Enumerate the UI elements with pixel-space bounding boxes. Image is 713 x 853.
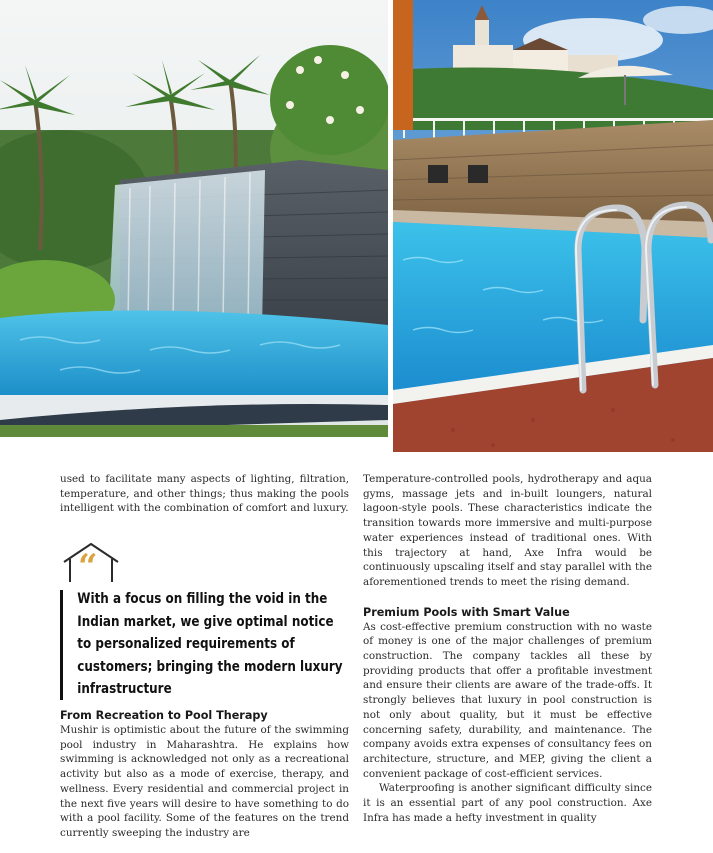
right-intro-paragraph: Temperature-controlled pools, hydrotherapy and aqua gyms, massage jets and in-built loungers, natural lagoon-style pools. These characteristics indicate the transition towards more immersive and multi-purpose water experiences instead of traditional ones. With this trajectory at hand, Axe Infra would be continuously upscaling itself and stay parallel with the aforementioned trends to meet the rising demand. — [363, 473, 652, 588]
quote-mark: “ — [78, 547, 98, 587]
quote-text: With a focus on filling the void in the Indian market, we give optimal notice to personalized requirements of customers; bringing the modern luxury infrastructure — [77, 590, 343, 697]
left-column — [60, 472, 349, 516]
section-heading-premium: Premium Pools with Smart Value — [363, 605, 570, 619]
pull-quote — [60, 540, 350, 700]
waterfall-pool-photo — [0, 0, 388, 437]
left-body-paragraph: Mushir is optimistic about the future of the swimming pool industry in Maharashtra. He explains how swimming is acknowledged not only as a recreational activity but also as a mode of exercise, therapy, and wellness. Every residential and commercial project in the next five years will desire to have something to do with a pool facility. Some of the features on the trend currently sweeping the industry are — [60, 724, 349, 839]
right-waterproofing-paragraph: Waterproofing is another significant difficulty since it is an essential part of any pool construction. Axe Infra has made a hefty investment in quality — [363, 782, 652, 824]
right-body-paragraph: As cost-effective premium construction with no waste of money is one of the major challenges of premium construction. The company tackles all these by providing products that offer a profitable investment and ensure their clients are aware of the trade-offs. It strongly believes that luxury in pool construction is not only about quality, but it must be effective concerning safety, durability, and maintenance. The company avoids extra expenses of consultancy fees on architecture, structure, and MEP, giving the client a convenient package of cost-efficient services. — [363, 620, 652, 780]
left-intro-paragraph: used to facilitate many aspects of lighting, filtration, temperature, and other things; thus making the pools intelligent with the combination of comfort and luxury. — [60, 473, 349, 515]
right-column — [363, 472, 652, 825]
left-lower-column — [60, 708, 349, 841]
section-heading-recreation: From Recreation to Pool Therapy — [60, 709, 268, 722]
quote-bar — [60, 590, 63, 700]
pool-ladder-photo — [393, 0, 713, 452]
